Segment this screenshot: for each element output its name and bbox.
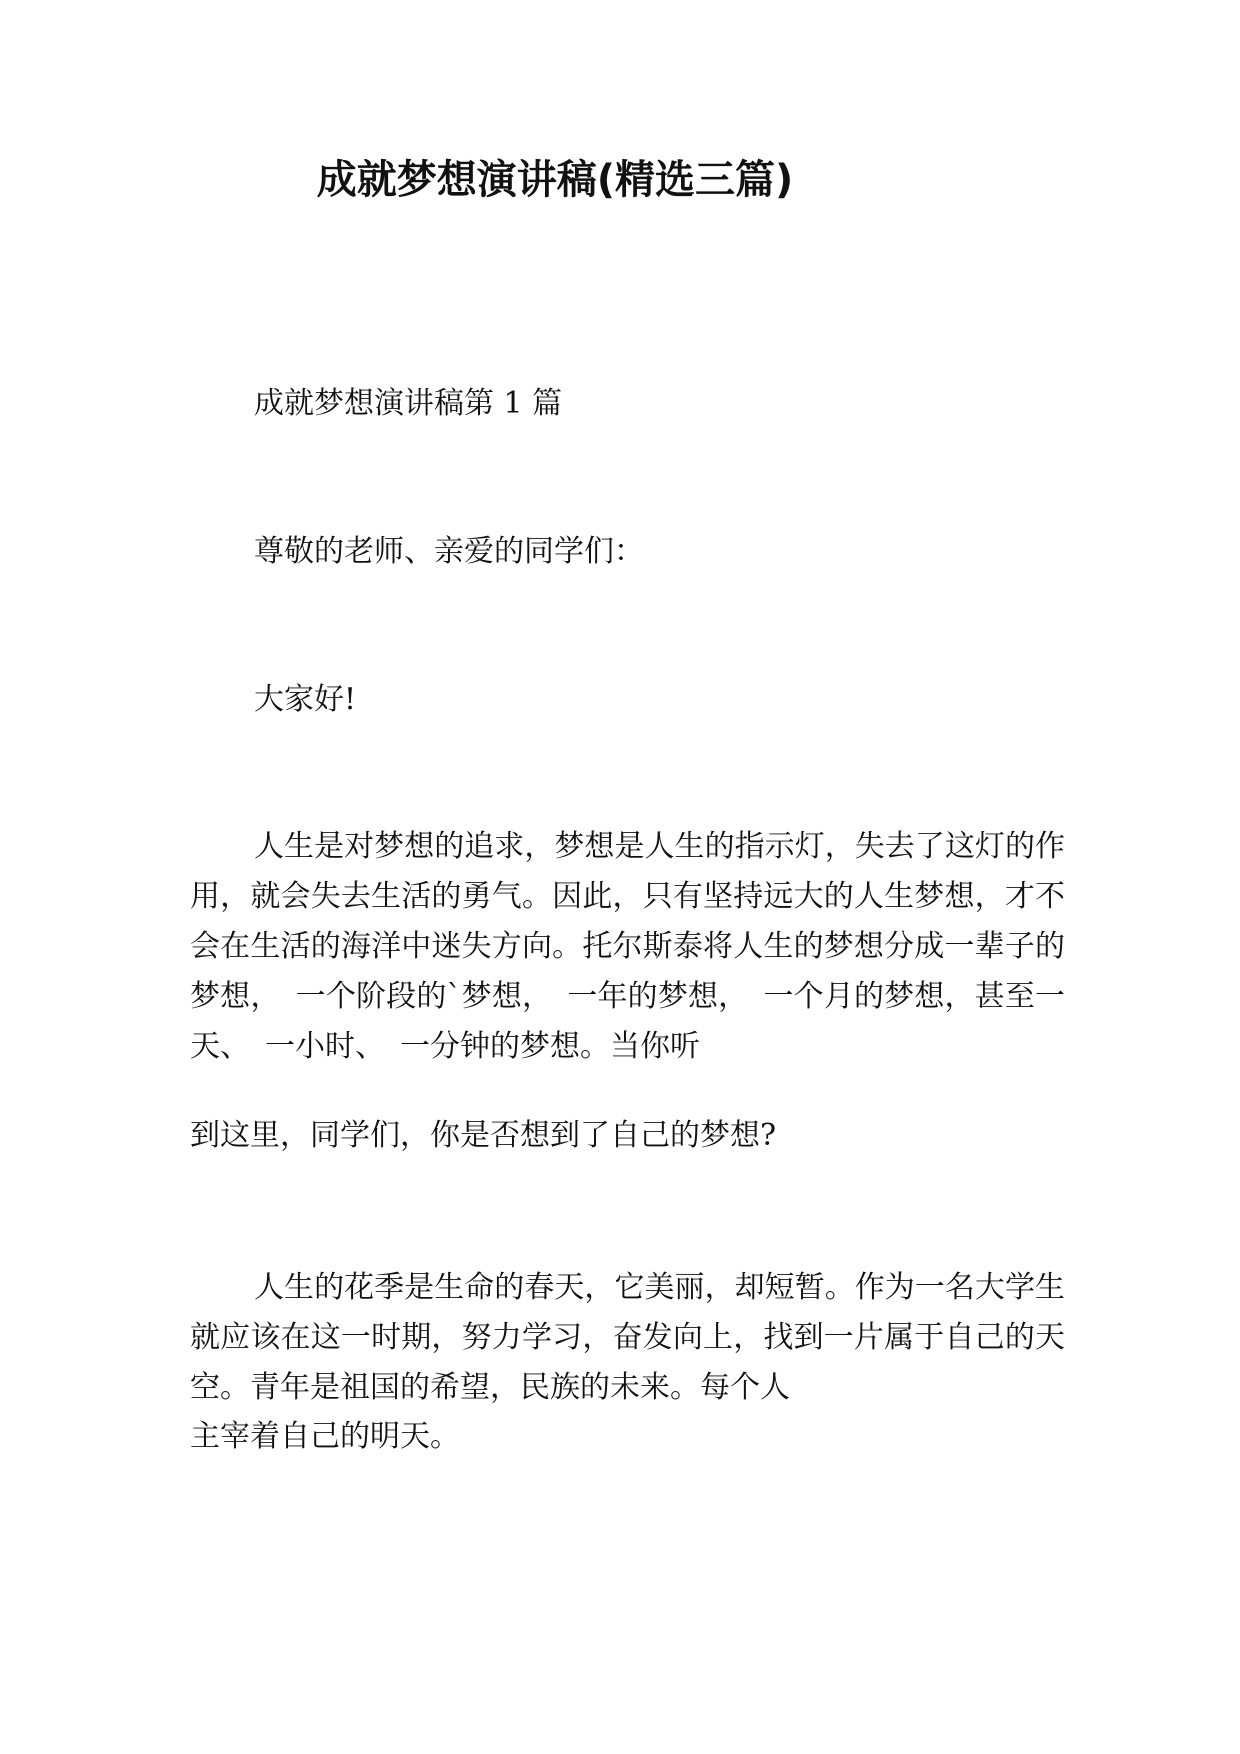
document-title: 成就梦想演讲稿(精选三篇) (316, 157, 794, 203)
paragraph-1-continuation: 到这里，同学们，你是否想到了自己的梦想? (190, 1118, 777, 1153)
section-heading: 成就梦想演讲稿第 1 篇 (254, 386, 563, 421)
paragraph-1: 人生是对梦想的追求，梦想是人生的指示灯，失去了这灯的作用，就会失去生活的勇气。因此，只有坚持远大的人生梦想，才不会在生活的海洋中迷失方向。托尔斯泰将人生的梦想分成一辈子的梦想， 一个阶段的`梦想， 一年的梦想， 一个月的梦想，甚至一天、 一小时、 一分钟的梦想。当你听 (190, 829, 1065, 1064)
paragraph-2-continuation: 主宰着自己的明天。 (190, 1419, 460, 1454)
salutation: 尊敬的老师、亲爱的同学们： (254, 534, 644, 569)
greeting: 大家好! (254, 682, 357, 717)
paragraph-2: 人生的花季是生命的春天，它美丽，却短暂。作为一名大学生就应该在这一时期，努力学习，奋发向上，找到一片属于自己的天空。青年是祖国的希望，民族的未来。每个人 (190, 1270, 1065, 1405)
